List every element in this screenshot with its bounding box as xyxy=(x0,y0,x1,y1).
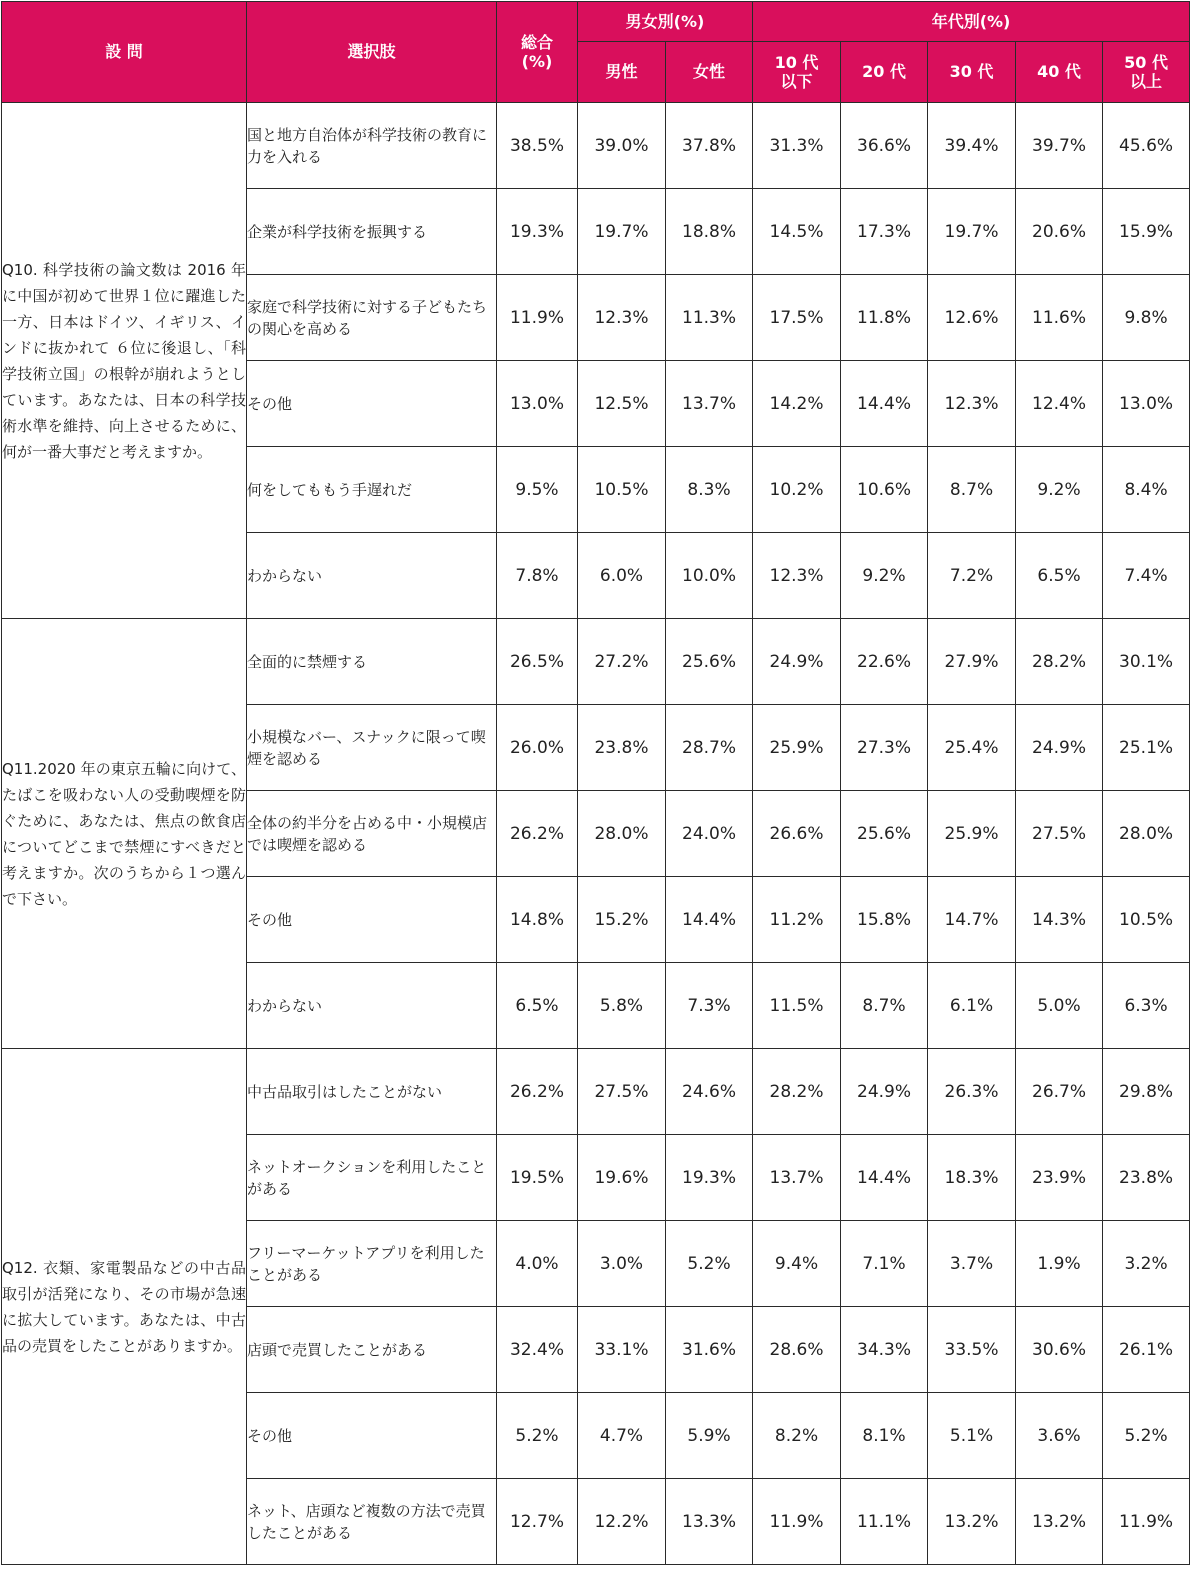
percent-cell: 28.2% xyxy=(1016,619,1103,705)
question-text: Q10. 科学技術の論文数は 2016 年に中国が初めて世界１位に躍進した一方、日本はドイツ、イギリス、インドに抜かれて ６位に後退し、「科学技術立国」の根幹が崩れようとしています。あなたは、日本の科学技術水準を維持、向上させるために、何が一番大事だと考えますか。 xyxy=(2,103,247,619)
header-age-50: 50 代 以上 xyxy=(1103,42,1190,103)
percent-cell: 3.6% xyxy=(1016,1393,1103,1479)
percent-cell: 17.5% xyxy=(753,275,841,361)
percent-cell: 12.3% xyxy=(578,275,666,361)
percent-cell: 9.5% xyxy=(497,447,578,533)
percent-cell: 19.3% xyxy=(497,189,578,275)
percent-cell: 27.5% xyxy=(1016,791,1103,877)
percent-cell: 23.8% xyxy=(1103,1135,1190,1221)
percent-cell: 26.6% xyxy=(753,791,841,877)
percent-cell: 12.2% xyxy=(578,1479,666,1565)
percent-cell: 36.6% xyxy=(841,103,928,189)
percent-cell: 8.4% xyxy=(1103,447,1190,533)
percent-cell: 13.3% xyxy=(666,1479,753,1565)
percent-cell: 14.8% xyxy=(497,877,578,963)
percent-cell: 10.5% xyxy=(578,447,666,533)
choice-label: わからない xyxy=(247,963,497,1049)
survey-results-table xyxy=(1,1,1190,1565)
choice-label: フリーマーケットアプリを利用したことがある xyxy=(247,1221,497,1307)
percent-cell: 31.6% xyxy=(666,1307,753,1393)
percent-cell: 10.5% xyxy=(1103,877,1190,963)
percent-cell: 5.9% xyxy=(666,1393,753,1479)
percent-cell: 6.0% xyxy=(578,533,666,619)
table-body xyxy=(2,103,1190,1565)
percent-cell: 19.7% xyxy=(928,189,1016,275)
percent-cell: 3.7% xyxy=(928,1221,1016,1307)
header-age-group: 年代別(%) xyxy=(753,2,1190,42)
percent-cell: 25.9% xyxy=(928,791,1016,877)
percent-cell: 25.6% xyxy=(666,619,753,705)
percent-cell: 12.6% xyxy=(928,275,1016,361)
header-age-10: 10 代 以下 xyxy=(753,42,841,103)
percent-cell: 14.4% xyxy=(666,877,753,963)
percent-cell: 29.8% xyxy=(1103,1049,1190,1135)
percent-cell: 3.0% xyxy=(578,1221,666,1307)
percent-cell: 6.5% xyxy=(497,963,578,1049)
percent-cell: 26.5% xyxy=(497,619,578,705)
percent-cell: 33.1% xyxy=(578,1307,666,1393)
percent-cell: 27.2% xyxy=(578,619,666,705)
percent-cell: 11.9% xyxy=(497,275,578,361)
percent-cell: 4.7% xyxy=(578,1393,666,1479)
percent-cell: 26.0% xyxy=(497,705,578,791)
percent-cell: 14.4% xyxy=(841,361,928,447)
percent-cell: 39.7% xyxy=(1016,103,1103,189)
percent-cell: 39.4% xyxy=(928,103,1016,189)
percent-cell: 23.9% xyxy=(1016,1135,1103,1221)
percent-cell: 10.0% xyxy=(666,533,753,619)
percent-cell: 27.3% xyxy=(841,705,928,791)
choice-label: わからない xyxy=(247,533,497,619)
percent-cell: 26.1% xyxy=(1103,1307,1190,1393)
choice-label: その他 xyxy=(247,1393,497,1479)
header-gender-group: 男女別(%) xyxy=(578,2,753,42)
header-choice: 選択肢 xyxy=(247,2,497,103)
percent-cell: 7.2% xyxy=(928,533,1016,619)
table-row xyxy=(2,103,1190,189)
percent-cell: 31.3% xyxy=(753,103,841,189)
choice-label: 店頭で売買したことがある xyxy=(247,1307,497,1393)
percent-cell: 30.1% xyxy=(1103,619,1190,705)
percent-cell: 22.6% xyxy=(841,619,928,705)
header-age-20: 20 代 xyxy=(841,42,928,103)
percent-cell: 13.2% xyxy=(928,1479,1016,1565)
header-female: 女性 xyxy=(666,42,753,103)
percent-cell: 8.2% xyxy=(753,1393,841,1479)
percent-cell: 19.6% xyxy=(578,1135,666,1221)
percent-cell: 8.3% xyxy=(666,447,753,533)
percent-cell: 25.4% xyxy=(928,705,1016,791)
percent-cell: 9.4% xyxy=(753,1221,841,1307)
choice-label: 国と地方自治体が科学技術の教育に力を入れる xyxy=(247,103,497,189)
percent-cell: 11.6% xyxy=(1016,275,1103,361)
percent-cell: 13.7% xyxy=(753,1135,841,1221)
percent-cell: 8.7% xyxy=(841,963,928,1049)
percent-cell: 12.3% xyxy=(753,533,841,619)
header-age-40: 40 代 xyxy=(1016,42,1103,103)
percent-cell: 14.2% xyxy=(753,361,841,447)
percent-cell: 10.2% xyxy=(753,447,841,533)
header-question: 設 問 xyxy=(2,2,247,103)
percent-cell: 7.8% xyxy=(497,533,578,619)
percent-cell: 24.0% xyxy=(666,791,753,877)
percent-cell: 39.0% xyxy=(578,103,666,189)
percent-cell: 3.2% xyxy=(1103,1221,1190,1307)
percent-cell: 28.7% xyxy=(666,705,753,791)
percent-cell: 5.2% xyxy=(1103,1393,1190,1479)
percent-cell: 12.4% xyxy=(1016,361,1103,447)
table-row xyxy=(2,1049,1190,1135)
question-text: Q11.2020 年の東京五輪に向けて、たばこを吸わない人の受動喫煙を防ぐために、あなたは、焦点の飲食店についてどこまで禁煙にすべきだと考えますか。次のうちから１つ選んで下さい。 xyxy=(2,619,247,1049)
percent-cell: 13.7% xyxy=(666,361,753,447)
percent-cell: 11.2% xyxy=(753,877,841,963)
percent-cell: 24.6% xyxy=(666,1049,753,1135)
percent-cell: 9.8% xyxy=(1103,275,1190,361)
percent-cell: 6.1% xyxy=(928,963,1016,1049)
percent-cell: 28.0% xyxy=(1103,791,1190,877)
percent-cell: 4.0% xyxy=(497,1221,578,1307)
percent-cell: 15.2% xyxy=(578,877,666,963)
percent-cell: 26.7% xyxy=(1016,1049,1103,1135)
header-age-30: 30 代 xyxy=(928,42,1016,103)
choice-label: 何をしてももう手遅れだ xyxy=(247,447,497,533)
percent-cell: 24.9% xyxy=(1016,705,1103,791)
choice-label: 企業が科学技術を振興する xyxy=(247,189,497,275)
percent-cell: 24.9% xyxy=(753,619,841,705)
percent-cell: 18.3% xyxy=(928,1135,1016,1221)
percent-cell: 12.3% xyxy=(928,361,1016,447)
percent-cell: 26.2% xyxy=(497,791,578,877)
percent-cell: 10.6% xyxy=(841,447,928,533)
choice-label: 全体の約半分を占める中・小規模店では喫煙を認める xyxy=(247,791,497,877)
question-text: Q12. 衣類、家電製品などの中古品取引が活発になり、その市場が急速に拡大しています。あなたは、中古品の売買をしたことがありますか。 xyxy=(2,1049,247,1565)
percent-cell: 37.8% xyxy=(666,103,753,189)
percent-cell: 6.5% xyxy=(1016,533,1103,619)
header-male: 男性 xyxy=(578,42,666,103)
percent-cell: 27.9% xyxy=(928,619,1016,705)
percent-cell: 13.2% xyxy=(1016,1479,1103,1565)
percent-cell: 13.0% xyxy=(497,361,578,447)
percent-cell: 34.3% xyxy=(841,1307,928,1393)
percent-cell: 14.4% xyxy=(841,1135,928,1221)
percent-cell: 14.7% xyxy=(928,877,1016,963)
percent-cell: 30.6% xyxy=(1016,1307,1103,1393)
percent-cell: 5.8% xyxy=(578,963,666,1049)
percent-cell: 11.3% xyxy=(666,275,753,361)
choice-label: ネットオークションを利用したことがある xyxy=(247,1135,497,1221)
percent-cell: 25.9% xyxy=(753,705,841,791)
percent-cell: 17.3% xyxy=(841,189,928,275)
choice-label: 小規模なバー、スナックに限って喫煙を認める xyxy=(247,705,497,791)
percent-cell: 19.5% xyxy=(497,1135,578,1221)
percent-cell: 5.0% xyxy=(1016,963,1103,1049)
choice-label: その他 xyxy=(247,361,497,447)
percent-cell: 26.3% xyxy=(928,1049,1016,1135)
percent-cell: 25.1% xyxy=(1103,705,1190,791)
percent-cell: 24.9% xyxy=(841,1049,928,1135)
percent-cell: 7.1% xyxy=(841,1221,928,1307)
choice-label: ネット、店頭など複数の方法で売買したことがある xyxy=(247,1479,497,1565)
percent-cell: 9.2% xyxy=(1016,447,1103,533)
percent-cell: 27.5% xyxy=(578,1049,666,1135)
percent-cell: 14.3% xyxy=(1016,877,1103,963)
percent-cell: 12.5% xyxy=(578,361,666,447)
percent-cell: 28.0% xyxy=(578,791,666,877)
percent-cell: 15.8% xyxy=(841,877,928,963)
percent-cell: 14.5% xyxy=(753,189,841,275)
percent-cell: 11.1% xyxy=(841,1479,928,1565)
percent-cell: 15.9% xyxy=(1103,189,1190,275)
percent-cell: 7.4% xyxy=(1103,533,1190,619)
choice-label: 中古品取引はしたことがない xyxy=(247,1049,497,1135)
percent-cell: 11.5% xyxy=(753,963,841,1049)
percent-cell: 6.3% xyxy=(1103,963,1190,1049)
percent-cell: 33.5% xyxy=(928,1307,1016,1393)
percent-cell: 1.9% xyxy=(1016,1221,1103,1307)
choice-label: 家庭で科学技術に対する子どもたちの関心を高める xyxy=(247,275,497,361)
header-total: 総合 (%) xyxy=(497,2,578,103)
table-header xyxy=(2,2,1190,103)
percent-cell: 11.9% xyxy=(1103,1479,1190,1565)
percent-cell: 7.3% xyxy=(666,963,753,1049)
percent-cell: 8.7% xyxy=(928,447,1016,533)
percent-cell: 26.2% xyxy=(497,1049,578,1135)
percent-cell: 13.0% xyxy=(1103,361,1190,447)
percent-cell: 20.6% xyxy=(1016,189,1103,275)
percent-cell: 28.6% xyxy=(753,1307,841,1393)
table-row xyxy=(2,619,1190,705)
percent-cell: 12.7% xyxy=(497,1479,578,1565)
percent-cell: 19.3% xyxy=(666,1135,753,1221)
percent-cell: 11.8% xyxy=(841,275,928,361)
percent-cell: 38.5% xyxy=(497,103,578,189)
percent-cell: 5.2% xyxy=(497,1393,578,1479)
percent-cell: 8.1% xyxy=(841,1393,928,1479)
percent-cell: 19.7% xyxy=(578,189,666,275)
percent-cell: 32.4% xyxy=(497,1307,578,1393)
percent-cell: 11.9% xyxy=(753,1479,841,1565)
percent-cell: 9.2% xyxy=(841,533,928,619)
percent-cell: 5.2% xyxy=(666,1221,753,1307)
percent-cell: 18.8% xyxy=(666,189,753,275)
percent-cell: 28.2% xyxy=(753,1049,841,1135)
choice-label: 全面的に禁煙する xyxy=(247,619,497,705)
percent-cell: 45.6% xyxy=(1103,103,1190,189)
percent-cell: 23.8% xyxy=(578,705,666,791)
percent-cell: 5.1% xyxy=(928,1393,1016,1479)
choice-label: その他 xyxy=(247,877,497,963)
percent-cell: 25.6% xyxy=(841,791,928,877)
